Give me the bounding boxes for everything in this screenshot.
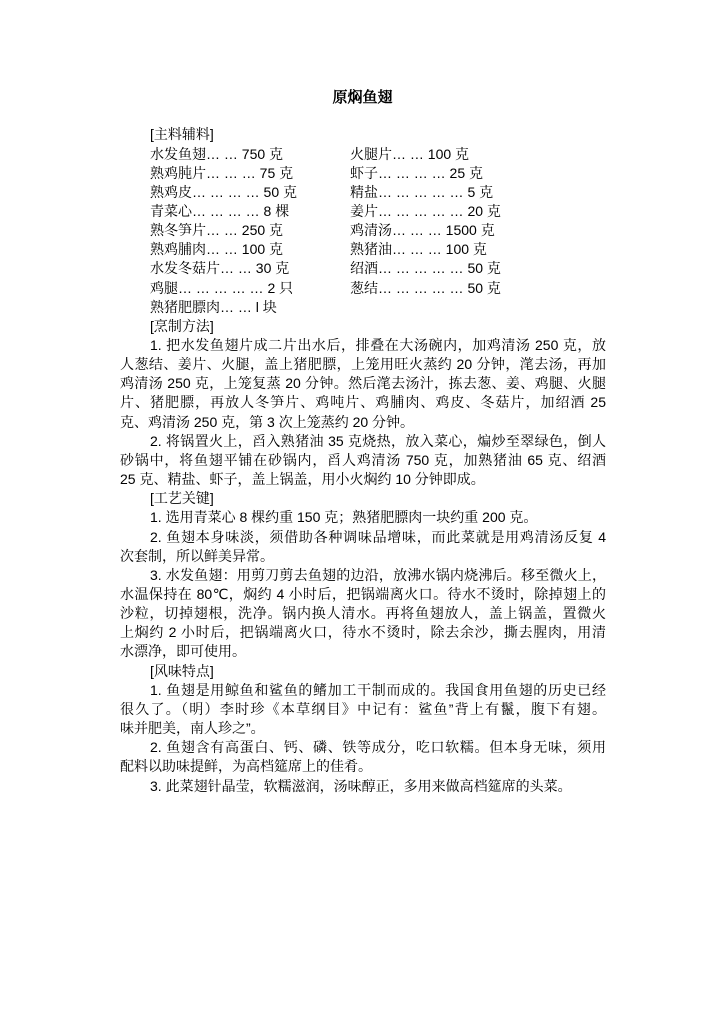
ingredient-item: 熟猪肥膘肉… … l 块 <box>150 298 277 315</box>
section-flavor <box>120 662 606 796</box>
ingredient-column-left <box>150 145 350 317</box>
section-header: [工艺关键] <box>150 490 214 507</box>
text-line: 水漂净，即可使用。 <box>120 643 246 660</box>
paragraph <box>120 566 606 662</box>
text-line: 片、猪肥膘，再放人冬笋片、鸡吨片、鸡脯肉、鸡皮、冬菇片，加绍酒 25 <box>120 394 606 411</box>
ingredient-item: 鸡清汤… … … 1500 克 <box>350 222 495 239</box>
section-key-points <box>120 489 606 661</box>
ingredient-item: 熟冬笋片… … 250 克 <box>150 222 284 239</box>
ingredient-item: 姜片… … … … … 20 克 <box>350 202 501 219</box>
section-ingredients <box>120 125 606 316</box>
text-line: 3. 此菜翅针晶莹，软糯滋润，汤味醇正，多用来做高档筵席的头菜。 <box>150 777 572 794</box>
text-line: 配料以助味提鲜，为高档筵席上的佳肴。 <box>120 758 372 775</box>
text-line: 2. 将锅置火上，舀入熟猪油 35 克烧热，放入菜心，煸炒至翠绿色，倒人 <box>150 432 606 449</box>
ingredient-item: 葱结… … … … … 50 克 <box>350 279 501 296</box>
ingredient-item: 精盐… … … … … 5 克 <box>350 183 494 200</box>
paragraph <box>120 432 606 489</box>
paragraph <box>120 528 606 566</box>
ingredient-item: 火腿片… … 100 克 <box>350 145 470 162</box>
ingredient-item: 虾子… … … … 25 克 <box>350 164 484 181</box>
paragraph <box>120 336 606 432</box>
text-line: 砂锅中，将鱼翅平铺在砂锅内，舀人鸡清汤 750 克，加熟猪油 65 克、绍酒 <box>120 451 606 468</box>
ingredient-item: 熟猪油… … … 100 克 <box>350 241 487 258</box>
text-line: 3. 水发鱼翅：用剪刀剪去鱼翅的边沿，放沸水锅内烧沸后。移至微火上， <box>150 566 606 583</box>
text-line: 鸡清汤 250 克，上笼复蒸 20 分钟。然后滗去汤汁，拣去葱、姜、鸡腿、火腿 <box>120 375 606 392</box>
ingredient-item: 鸡腿… … … … … 2 只 <box>150 279 294 296</box>
document-body <box>120 125 606 795</box>
paragraph <box>120 681 606 738</box>
ingredient-item: 水发鱼翅… … 750 克 <box>150 145 284 162</box>
text-line: 味并肥美，南人珍之”。 <box>120 720 265 737</box>
ingredient-column-right <box>350 145 606 317</box>
ingredient-item: 熟鸡皮… … … … 50 克 <box>150 183 298 200</box>
text-line: 1. 选用青菜心 8 棵约重 150 克；熟猪肥膘肉一块约重 200 克。 <box>150 509 538 526</box>
document-title: 原焖鱼翅 <box>332 89 393 106</box>
ingredient-item: 绍酒… … … … … 50 克 <box>350 260 501 277</box>
text-line: 1. 把水发鱼翅片成二片出水后，排叠在大汤碗内，加鸡清汤 250 克，放 <box>150 336 606 353</box>
paragraph <box>120 777 606 796</box>
ingredient-item: 水发冬菇片… … 30 克 <box>150 260 290 277</box>
text-line: 2. 鱼翅含有高蛋白、钙、磷、铁等成分，吃口软糯。但本身无味，须用 <box>150 739 606 756</box>
paragraph <box>120 508 606 527</box>
text-line: 克、鸡清汤 250 克，第 3 次上笼蒸约 20 分钟。 <box>120 413 415 430</box>
ingredient-item: 熟鸡肫片… … … 75 克 <box>150 164 294 181</box>
text-line: 25 克、精盐、虾子，盖上锅盖，用小火焖约 10 分钟即成。 <box>120 471 485 488</box>
text-line: 次套制，所以鲜美异常。 <box>120 547 274 564</box>
ingredient-item: 青菜心… … … … 8 棵 <box>150 202 290 219</box>
text-line: 水温保持在 80℃，焖约 4 小时后，把锅端离火口。待水不烫时，除掉翅上的 <box>120 586 606 602</box>
paragraph <box>120 738 606 776</box>
section-cooking-method <box>120 317 606 489</box>
text-line: 2. 鱼翅本身味淡，须借助各种调味品增味，而此菜就是用鸡清汤反复 4 <box>150 528 606 545</box>
ingredient-list <box>120 145 606 317</box>
ingredient-item: 熟鸡脯肉… … 100 克 <box>150 241 284 258</box>
section-header: [风味特点] <box>150 662 214 679</box>
section-header: [烹制方法] <box>150 317 214 334</box>
section-header: [主料辅料] <box>150 126 214 143</box>
text-line: 1. 鱼翅是用鲸鱼和鲨鱼的鳍加工干制而成的。我国食用鱼翅的历史已经 <box>150 681 606 698</box>
text-line: 上焖约 2 小时后，把锅端离火口，待水不烫时，除去余沙，撕去腥肉，用清 <box>120 624 606 641</box>
text-line: 沙粒，切掉翅根，洗净。锅内换人清水。再将鱼翅放人，盖上锅盖，置微火 <box>120 605 606 622</box>
text-line: 很久了。（明）李时珍《本草纲目》中记有：鲨鱼”背上有鬣，腹下有翅。 <box>120 700 606 717</box>
text-line: 人葱结、姜片、火腿，盖上猪肥膘，上笼用旺火蒸约 20 分钟，滗去汤，再加 <box>120 356 606 373</box>
